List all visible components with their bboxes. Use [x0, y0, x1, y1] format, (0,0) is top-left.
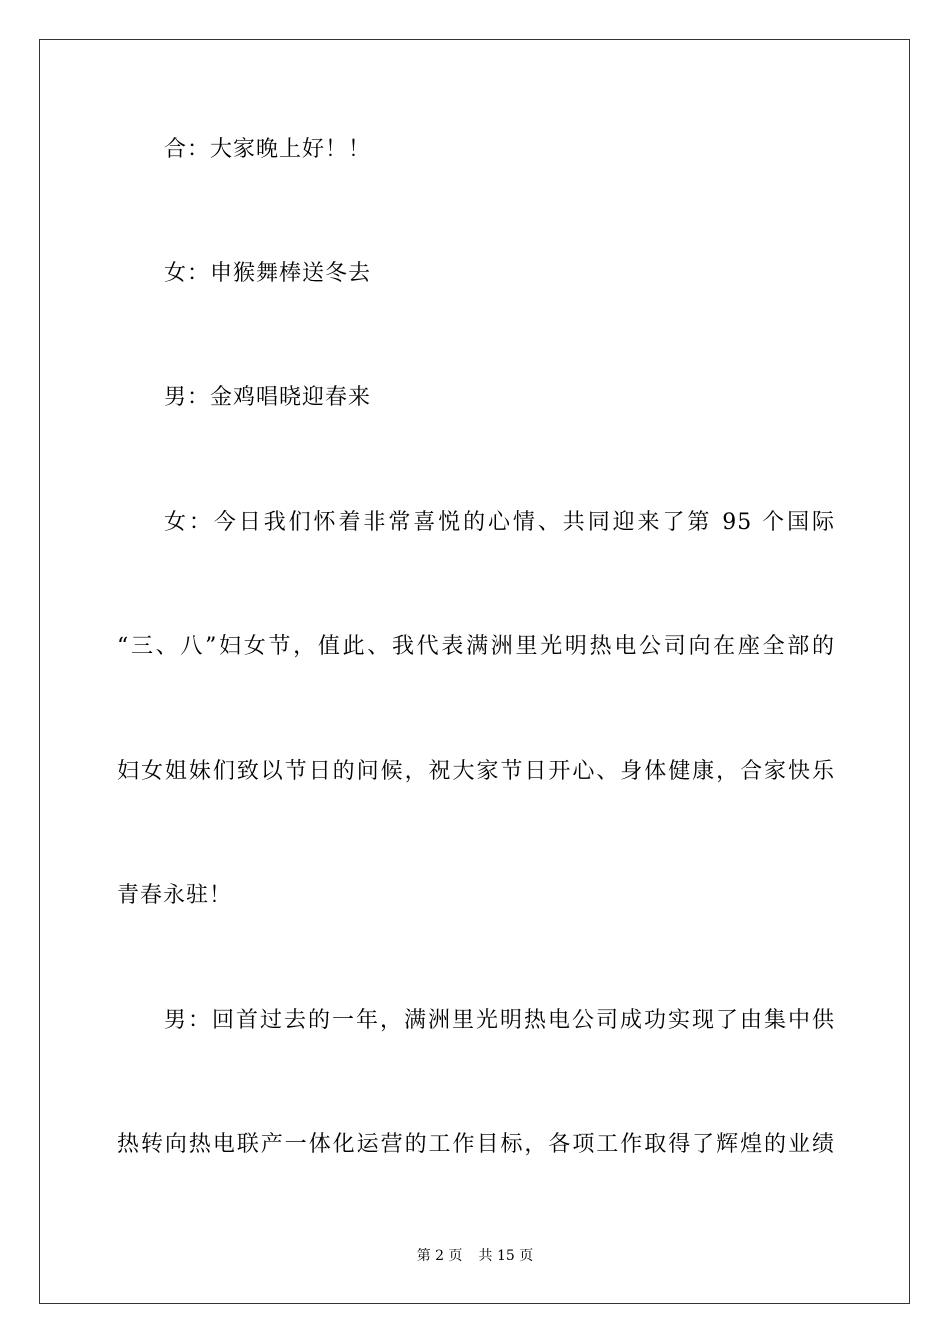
paragraph-line: 女：今日我们怀着非常喜悦的心情、共同迎来了第 95 个国际 — [164, 510, 835, 535]
page-number: 第 2 页 — [416, 1248, 463, 1264]
page-total: 共 15 页 — [478, 1248, 534, 1264]
page-border — [39, 39, 910, 1304]
paragraph-line: 男：回首过去的一年，满洲里光明热电公司成功实现了由集中供 — [164, 1008, 835, 1033]
page-footer — [0, 1247, 950, 1265]
paragraph-line: “三、八”妇女节，值此、我代表满洲里光明热电公司向在座全部的 — [117, 634, 835, 659]
paragraph-line: 合：大家晚上好！！ — [164, 137, 372, 162]
paragraph-line: 男：金鸡唱晓迎春来 — [164, 385, 372, 410]
paragraph-line: 热转向热电联产一体化运营的工作目标，各项工作取得了辉煌的业绩 — [117, 1132, 835, 1157]
paragraph-line: 青春永驻！ — [117, 883, 233, 908]
paragraph-line: 女：申猴舞棒送冬去 — [164, 261, 372, 286]
paragraph-line: 妇女姐妹们致以节日的问候，祝大家节日开心、身体健康，合家快乐 — [117, 759, 835, 784]
